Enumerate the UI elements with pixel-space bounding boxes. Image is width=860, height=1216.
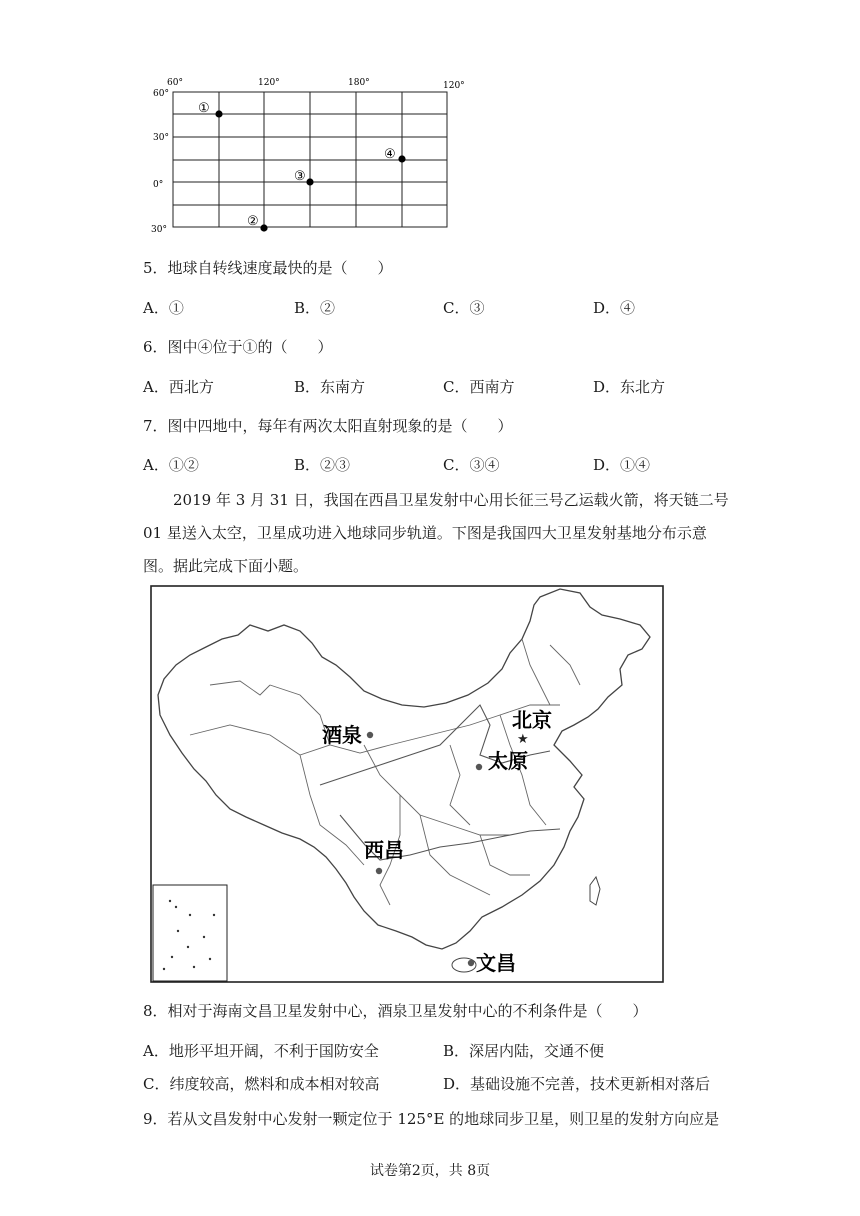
passage-line: 图。据此完成下面小题。 bbox=[143, 557, 309, 575]
grid-top-label: 120° bbox=[258, 78, 280, 88]
grid-top-label: 60° bbox=[167, 78, 183, 88]
wenchang-dot bbox=[468, 960, 474, 966]
q5-option-d[interactable]: D．④ bbox=[593, 299, 636, 317]
page-footer: 试卷第2页，共 8页 bbox=[369, 1163, 491, 1179]
q7-option-d[interactable]: D．①④ bbox=[593, 456, 651, 474]
q8-option-b[interactable]: B．深居内陆，交通不便 bbox=[443, 1042, 605, 1060]
south-china-sea-inset bbox=[153, 885, 227, 981]
grid-left-label: 0° bbox=[153, 180, 164, 190]
q7-option-c[interactable]: C．③④ bbox=[443, 456, 500, 474]
latlon-grid-figure bbox=[145, 72, 475, 237]
q8-option-d[interactable]: D．基础设施不完善，技术更新相对落后 bbox=[443, 1075, 711, 1093]
beijing-star-icon: ★ bbox=[517, 732, 529, 747]
question-6-stem: 6．图中④位于①的（ ） bbox=[143, 338, 333, 356]
point-1-dot bbox=[215, 110, 222, 117]
grid-lines bbox=[173, 92, 447, 227]
grid-top-label: 120° bbox=[443, 81, 465, 91]
q5-option-c[interactable]: C．③ bbox=[443, 299, 485, 317]
jiuquan-dot bbox=[367, 732, 373, 738]
q6-option-b[interactable]: B．东南方 bbox=[294, 378, 366, 396]
question-7-stem: 7．图中四地中，每年有两次太阳直射现象的是（ ） bbox=[143, 417, 513, 435]
question-8-stem: 8．相对于海南文昌卫星发射中心，酒泉卫星发射中心的不利条件是（ ） bbox=[143, 1002, 648, 1020]
q8-option-a[interactable]: A．地形平坦开阔，不利于国防安全 bbox=[143, 1042, 379, 1060]
xichang-dot bbox=[376, 868, 382, 874]
point-2-label: ② bbox=[247, 214, 259, 229]
q8-option-c[interactable]: C．纬度较高，燃料和成本相对较高 bbox=[143, 1075, 380, 1093]
question-5-stem: 5．地球自转线速度最快的是（ ） bbox=[143, 259, 393, 277]
point-2-dot bbox=[260, 224, 267, 231]
grid-left-label: 30° bbox=[153, 133, 169, 143]
passage bbox=[143, 484, 729, 583]
beijing-label: 北京 bbox=[512, 708, 552, 732]
taiyuan-dot bbox=[476, 764, 482, 770]
point-3-dot bbox=[306, 178, 313, 185]
passage-line: 2019 年 3 月 31 日，我国在西昌卫星发射中心用长征三号乙运载火箭，将天链二号 bbox=[173, 491, 729, 509]
q5-option-b[interactable]: B．② bbox=[294, 299, 336, 317]
q6-option-d[interactable]: D．东北方 bbox=[593, 378, 666, 396]
taiyuan-label: 太原 bbox=[488, 749, 528, 773]
q6-option-a[interactable]: A．西北方 bbox=[143, 378, 214, 396]
china-launch-sites-map bbox=[150, 585, 665, 985]
grid-left-label: 30° bbox=[151, 225, 167, 235]
point-4-dot bbox=[398, 155, 405, 162]
q5-option-a[interactable]: A．① bbox=[143, 299, 184, 317]
q7-option-b[interactable]: B．②③ bbox=[294, 456, 351, 474]
grid-left-label: 60° bbox=[153, 89, 169, 99]
xichang-label: 西昌 bbox=[364, 838, 404, 862]
map-frame bbox=[151, 586, 663, 982]
q6-option-c[interactable]: C．西南方 bbox=[443, 378, 515, 396]
grid-top-label: 180° bbox=[348, 78, 370, 88]
point-3-label: ③ bbox=[294, 169, 306, 184]
passage-line: 01 星送入太空，卫星成功进入地球同步轨道。下图是我国四大卫星发射基地分布示意 bbox=[143, 524, 707, 542]
q7-option-a[interactable]: A．①② bbox=[143, 456, 199, 474]
jiuquan-label: 酒泉 bbox=[322, 723, 362, 747]
wenchang-label: 文昌 bbox=[476, 951, 516, 975]
question-9-stem: 9．若从文昌发射中心发射一颗定位于 125°E 的地球同步卫星，则卫星的发射方向应是 bbox=[143, 1110, 720, 1128]
point-4-label: ④ bbox=[384, 147, 396, 162]
point-1-label: ① bbox=[198, 101, 210, 116]
